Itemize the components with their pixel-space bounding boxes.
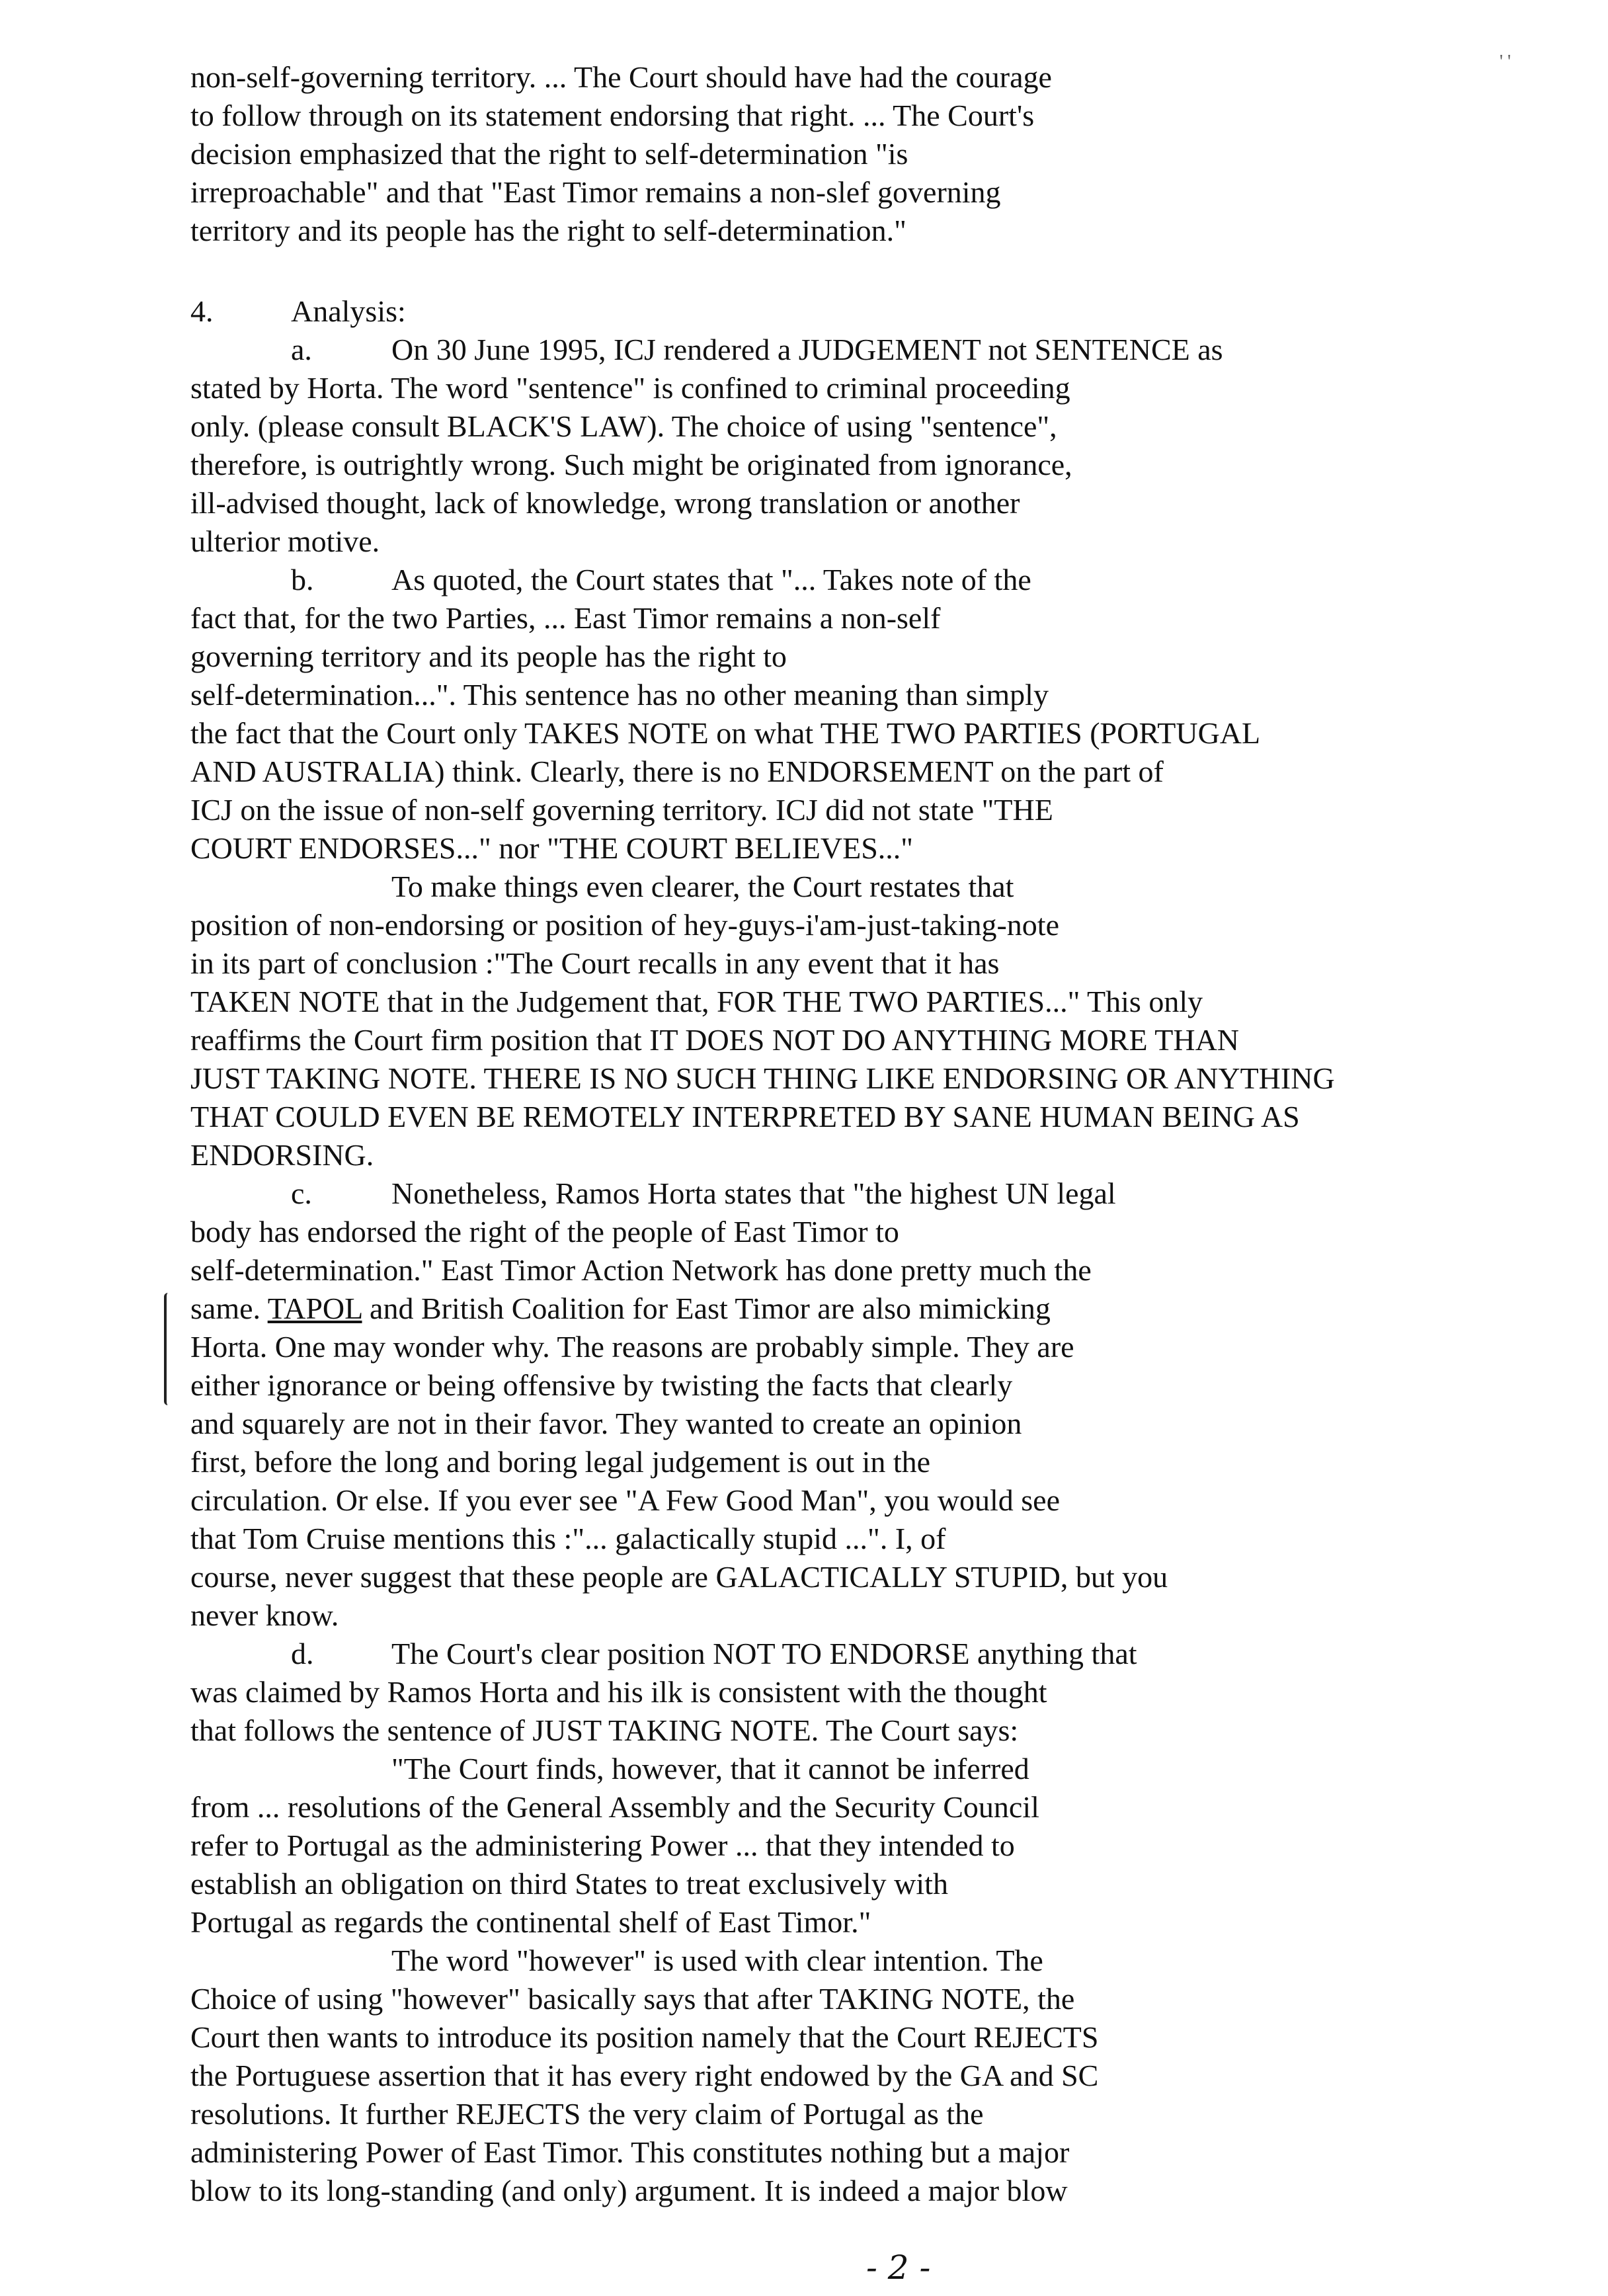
text-line: THAT COULD EVEN BE REMOTELY INTERPRETED BY SANE HUMAN BEING AS	[190, 1100, 1300, 1133]
text-line: Court then wants to introduce its position namely that the Court REJECTS	[190, 2020, 1099, 2054]
text-line: same. TAPOL and British Coalition for East Timor are also mimicking	[190, 1292, 1051, 1325]
text-line: decision emphasized that the right to self-determination "is	[190, 137, 908, 171]
underlined-word: TAPOL	[267, 1292, 362, 1325]
text-line: to follow through on its statement endorsing that right. ... The Court's	[190, 99, 1035, 132]
text-line: governing territory and its people has the right to	[190, 639, 787, 673]
text-line: position of non-endorsing or position of hey-guys-i'am-just-taking-note	[190, 908, 1059, 942]
text-line: never know.	[190, 1598, 339, 1632]
text-line: On 30 June 1995, ICJ rendered a JUDGEMENT not SENTENCE as	[391, 333, 1223, 366]
corner-marks: ' '	[1500, 52, 1511, 72]
text-line: JUST TAKING NOTE. THERE IS NO SUCH THING LIKE ENDORSING OR ANYTHING	[190, 1061, 1335, 1095]
text-line: ICJ on the issue of non-self governing territory. ICJ did not state "THE	[190, 793, 1053, 827]
text-line: from ... resolutions of the General Assembly and the Security Council	[190, 1790, 1039, 1824]
text-line: the fact that the Court only TAKES NOTE on what THE TWO PARTIES (PORTUGAL	[190, 716, 1261, 750]
margin-bracket-mark	[164, 1293, 171, 1405]
text-line: Horta. One may wonder why. The reasons are probably simple. They are	[190, 1330, 1074, 1364]
text-line: d.	[291, 1637, 314, 1670]
text-line: Nonetheless, Ramos Horta states that "the highest UN legal	[391, 1176, 1116, 1210]
text-line: establish an obligation on third States to treat exclusively with	[190, 1867, 948, 1901]
text-line: circulation. Or else. If you ever see "A Few Good Man", you would see	[190, 1483, 1060, 1517]
text-line: refer to Portugal as the administering Power ... that they intended to	[190, 1828, 1015, 1862]
text-line: resolutions. It further REJECTS the very claim of Portugal as the	[190, 2097, 984, 2131]
text-line: body has endorsed the right of the people of East Timor to	[190, 1215, 899, 1249]
text-line: reaffirms the Court firm position that IT DOES NOT DO ANYTHING MORE THAN	[190, 1023, 1240, 1057]
text-line: As quoted, the Court states that "... Takes note of the	[391, 563, 1031, 596]
text-line: ill-advised thought, lack of knowledge, wrong translation or another	[190, 486, 1020, 520]
text-line: ENDORSING.	[190, 1138, 374, 1172]
text-line: AND AUSTRALIA) think. Clearly, there is no ENDORSEMENT on the part of	[190, 755, 1164, 788]
text-line: The word "however" is used with clear intention. The	[391, 1944, 1043, 1977]
text-line: "The Court finds, however, that it cannot be inferred	[391, 1752, 1029, 1785]
text-line: To make things even clearer, the Court restates that	[391, 870, 1014, 903]
text-line: territory and its people has the right to self-determination."	[190, 214, 906, 247]
text-line: was claimed by Ramos Horta and his ilk is consistent with the thought	[190, 1675, 1047, 1709]
text-line: COURT ENDORSES..." nor "THE COURT BELIEVES..."	[190, 831, 914, 865]
text-line: 4.	[190, 294, 214, 328]
text-line: therefore, is outrightly wrong. Such might be originated from ignorance,	[190, 448, 1072, 481]
text-line: administering Power of East Timor. This constitutes nothing but a major	[190, 2135, 1070, 2169]
text-line: either ignorance or being offensive by twisting the facts that clearly	[190, 1368, 1013, 1402]
text-line: Portugal as regards the continental shelf of East Timor."	[190, 1905, 871, 1939]
text-line: blow to its long-standing (and only) argument. It is indeed a major blow	[190, 2174, 1068, 2207]
text-line: first, before the long and boring legal judgement is out in the	[190, 1445, 931, 1479]
text-line: Choice of using "however" basically says that after TAKING NOTE, the	[190, 1982, 1075, 2016]
text-line: Analysis:	[291, 294, 406, 328]
text-line: TAKEN NOTE that in the Judgement that, FOR THE TWO PARTIES..." This only	[190, 985, 1203, 1018]
text-line: only. (please consult BLACK'S LAW). The choice of using "sentence",	[190, 409, 1057, 443]
text-line: a.	[291, 333, 312, 366]
page-number: - 2 -	[866, 2248, 931, 2287]
text-line: self-determination." East Timor Action Network has done pretty much the	[190, 1253, 1092, 1287]
text-line: ulterior motive.	[190, 524, 380, 558]
text-line: self-determination...". This sentence has no other meaning than simply	[190, 678, 1049, 712]
text-line: irreproachable" and that "East Timor remains a non-slef governing	[190, 175, 1001, 209]
text-line: the Portuguese assertion that it has every right endowed by the GA and SC	[190, 2059, 1099, 2092]
text-line: and squarely are not in their favor. They wanted to create an opinion	[190, 1407, 1022, 1440]
text-line: c.	[291, 1176, 312, 1210]
text-line: The Court's clear position NOT TO ENDORSE anything that	[391, 1637, 1137, 1670]
text-line: that follows the sentence of JUST TAKING NOTE. The Court says:	[190, 1713, 1019, 1747]
text-line: stated by Horta. The word "sentence" is confined to criminal proceeding	[190, 371, 1070, 405]
text-line: b.	[291, 563, 314, 596]
text-line: that Tom Cruise mentions this :"... galactically stupid ...". I, of	[190, 1522, 946, 1555]
text-line: in its part of conclusion :"The Court recalls in any event that it has	[190, 946, 1000, 980]
text-line: non-self-governing territory. ... The Court should have had the courage	[190, 60, 1052, 94]
text-line: course, never suggest that these people are GALACTICALLY STUPID, but you	[190, 1560, 1168, 1594]
text-line: fact that, for the two Parties, ... East Timor remains a non-self	[190, 601, 941, 635]
